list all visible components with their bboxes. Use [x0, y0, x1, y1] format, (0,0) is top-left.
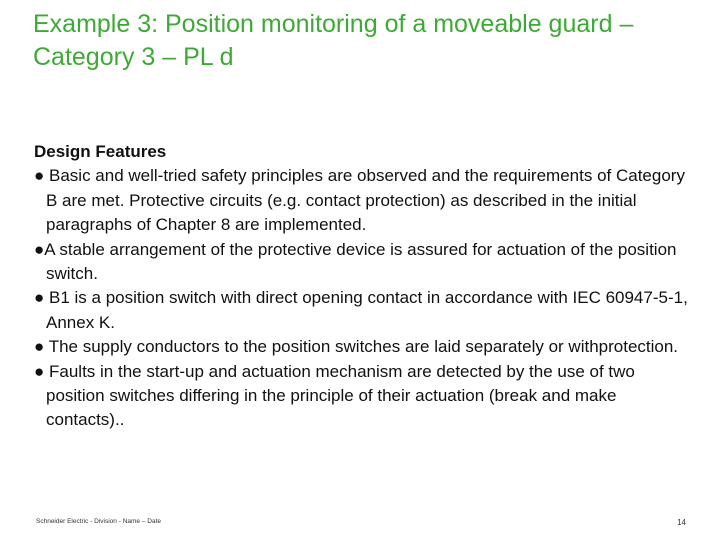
bullet-text: A stable arrangement of the protective device is assured for actuation of the position switch. [44, 239, 677, 284]
bullet-item-4 [34, 335, 694, 359]
bullet-text: B1 is a position switch with direct opening contact in accordance with IEC 60947-5-1, Annex K. [44, 288, 688, 332]
page-number: 14 [677, 518, 686, 527]
bullet-marker: ● [34, 166, 45, 186]
bullet-marker: ● [34, 337, 45, 357]
bullet-marker: ● [34, 239, 45, 259]
bullet-marker: ● [34, 361, 45, 381]
bullet-item-3 [34, 286, 694, 335]
bullet-item-2 [34, 238, 694, 287]
footer-text: Schneider Electric - Division - Name – Date [36, 518, 161, 525]
bullet-text: Basic and well-tried safety principles are observed and the requirements of Category B are met. Protective circuits (e.g. contact protection) as described in the initial paragraphs of Chapter 8 are implemented. [44, 166, 685, 235]
bullet-marker: ● [34, 288, 45, 308]
bullet-text: Faults in the start-up and actuation mechanism are detected by the use of two position switches differing in the principle of their actuation (break and make contacts).. [44, 361, 635, 430]
bullet-text: The supply conductors to the position switches are laid separately or withprotection. [44, 337, 679, 357]
section-heading: Design Features [34, 142, 167, 161]
slide-title: Example 3: Position monitoring of a moveable guard – Category 3 – PL d [33, 10, 634, 71]
slide-content [34, 140, 694, 433]
bullet-item-1 [34, 164, 694, 237]
bullet-item-5 [34, 360, 694, 433]
